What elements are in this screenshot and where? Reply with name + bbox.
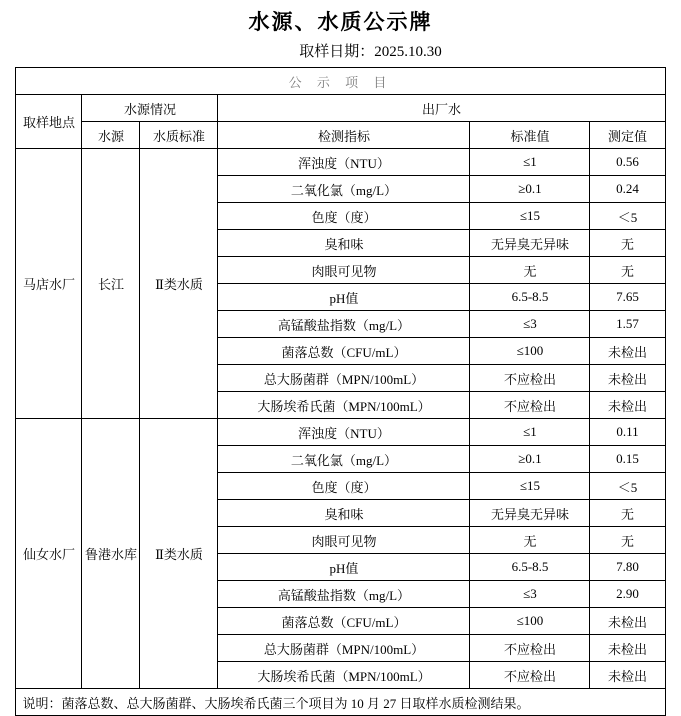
index-cell: 菌落总数（CFU/mL） [218,338,470,365]
plant-source: 鲁港水库 [82,419,140,689]
plant-name: 马店水厂 [16,149,82,419]
standard-cell: ≤15 [470,203,590,230]
note-cell: 说明：菌落总数、总大肠菌群、大肠埃希氏菌三个项目为 10 月 27 日取样水质检测结果。 [16,689,665,716]
measured-cell: 未检出 [590,338,665,365]
standard-cell: ≤3 [470,311,590,338]
standard-cell: ≤100 [470,608,590,635]
measured-cell: ＜5 [590,203,665,230]
plant-standard: Ⅱ类水质 [140,419,218,689]
standard-cell: ≥0.1 [470,446,590,473]
plant-source: 长江 [82,149,140,419]
header-outlet-group: 出厂水 [218,95,665,122]
standard-cell: 无异臭无异味 [470,500,590,527]
index-cell: pH值 [218,284,470,311]
header-index: 检测指标 [218,122,470,149]
measured-cell: 0.24 [590,176,665,203]
water-quality-table [15,67,665,716]
standard-cell: 不应检出 [470,662,590,689]
measured-cell: 7.80 [590,554,665,581]
header-measured-value: 测定值 [590,122,665,149]
header-row-2 [16,122,665,149]
measured-cell: 无 [590,230,665,257]
standard-cell: 无异臭无异味 [470,230,590,257]
standard-cell: 无 [470,257,590,284]
index-cell: 高锰酸盐指数（mg/L） [218,581,470,608]
index-cell: 高锰酸盐指数（mg/L） [218,311,470,338]
standard-cell: 不应检出 [470,392,590,419]
banner-cell: 公 示 项 目 [16,68,665,95]
header-row-1 [16,95,665,122]
index-cell: 色度（度） [218,473,470,500]
measured-cell: 无 [590,527,665,554]
index-cell: 色度（度） [218,203,470,230]
measured-cell: 未检出 [590,635,665,662]
measured-cell: 无 [590,257,665,284]
index-cell: 二氧化氯（mg/L） [218,176,470,203]
header-source-group: 水源情况 [82,95,218,122]
index-cell: pH值 [218,554,470,581]
index-cell: 大肠埃希氏菌（MPN/100mL） [218,392,470,419]
standard-cell: ≤100 [470,338,590,365]
index-cell: 肉眼可见物 [218,527,470,554]
note-row [16,689,665,716]
measured-cell: 无 [590,500,665,527]
measured-cell: 0.56 [590,149,665,176]
measured-cell: 1.57 [590,311,665,338]
index-cell: 大肠埃希氏菌（MPN/100mL） [218,662,470,689]
banner-row [16,68,665,95]
table-row [16,149,665,176]
header-source: 水源 [82,122,140,149]
measured-cell: 0.15 [590,446,665,473]
sample-date: 取样日期：2025.10.30 [299,44,442,60]
page-title: 水源、水质公示牌 [248,10,433,34]
measured-cell: 0.11 [590,419,665,446]
plant-name: 仙女水厂 [16,419,82,689]
header-site: 取样地点 [16,95,82,149]
measured-cell: 2.90 [590,581,665,608]
standard-cell: 不应检出 [470,635,590,662]
header-water-standard: 水质标准 [140,122,218,149]
measured-cell: 未检出 [590,608,665,635]
index-cell: 浑浊度（NTU） [218,149,470,176]
table-row [16,419,665,446]
index-cell: 浑浊度（NTU） [218,419,470,446]
index-cell: 臭和味 [218,230,470,257]
standard-cell: ≤1 [470,149,590,176]
measured-cell: 未检出 [590,662,665,689]
standard-cell: 6.5-8.5 [470,554,590,581]
measured-cell: ＜5 [590,473,665,500]
standard-cell: ≤15 [470,473,590,500]
measured-cell: 7.65 [590,284,665,311]
index-cell: 臭和味 [218,500,470,527]
header-standard-value: 标准值 [470,122,590,149]
standard-cell: ≥0.1 [470,176,590,203]
index-cell: 菌落总数（CFU/mL） [218,608,470,635]
index-cell: 二氧化氯（mg/L） [218,446,470,473]
measured-cell: 未检出 [590,365,665,392]
index-cell: 肉眼可见物 [218,257,470,284]
standard-cell: ≤3 [470,581,590,608]
index-cell: 总大肠菌群（MPN/100mL） [218,635,470,662]
standard-cell: 不应检出 [470,365,590,392]
measured-cell: 未检出 [590,392,665,419]
index-cell: 总大肠菌群（MPN/100mL） [218,365,470,392]
standard-cell: 无 [470,527,590,554]
standard-cell: 6.5-8.5 [470,284,590,311]
plant-standard: Ⅱ类水质 [140,149,218,419]
standard-cell: ≤1 [470,419,590,446]
